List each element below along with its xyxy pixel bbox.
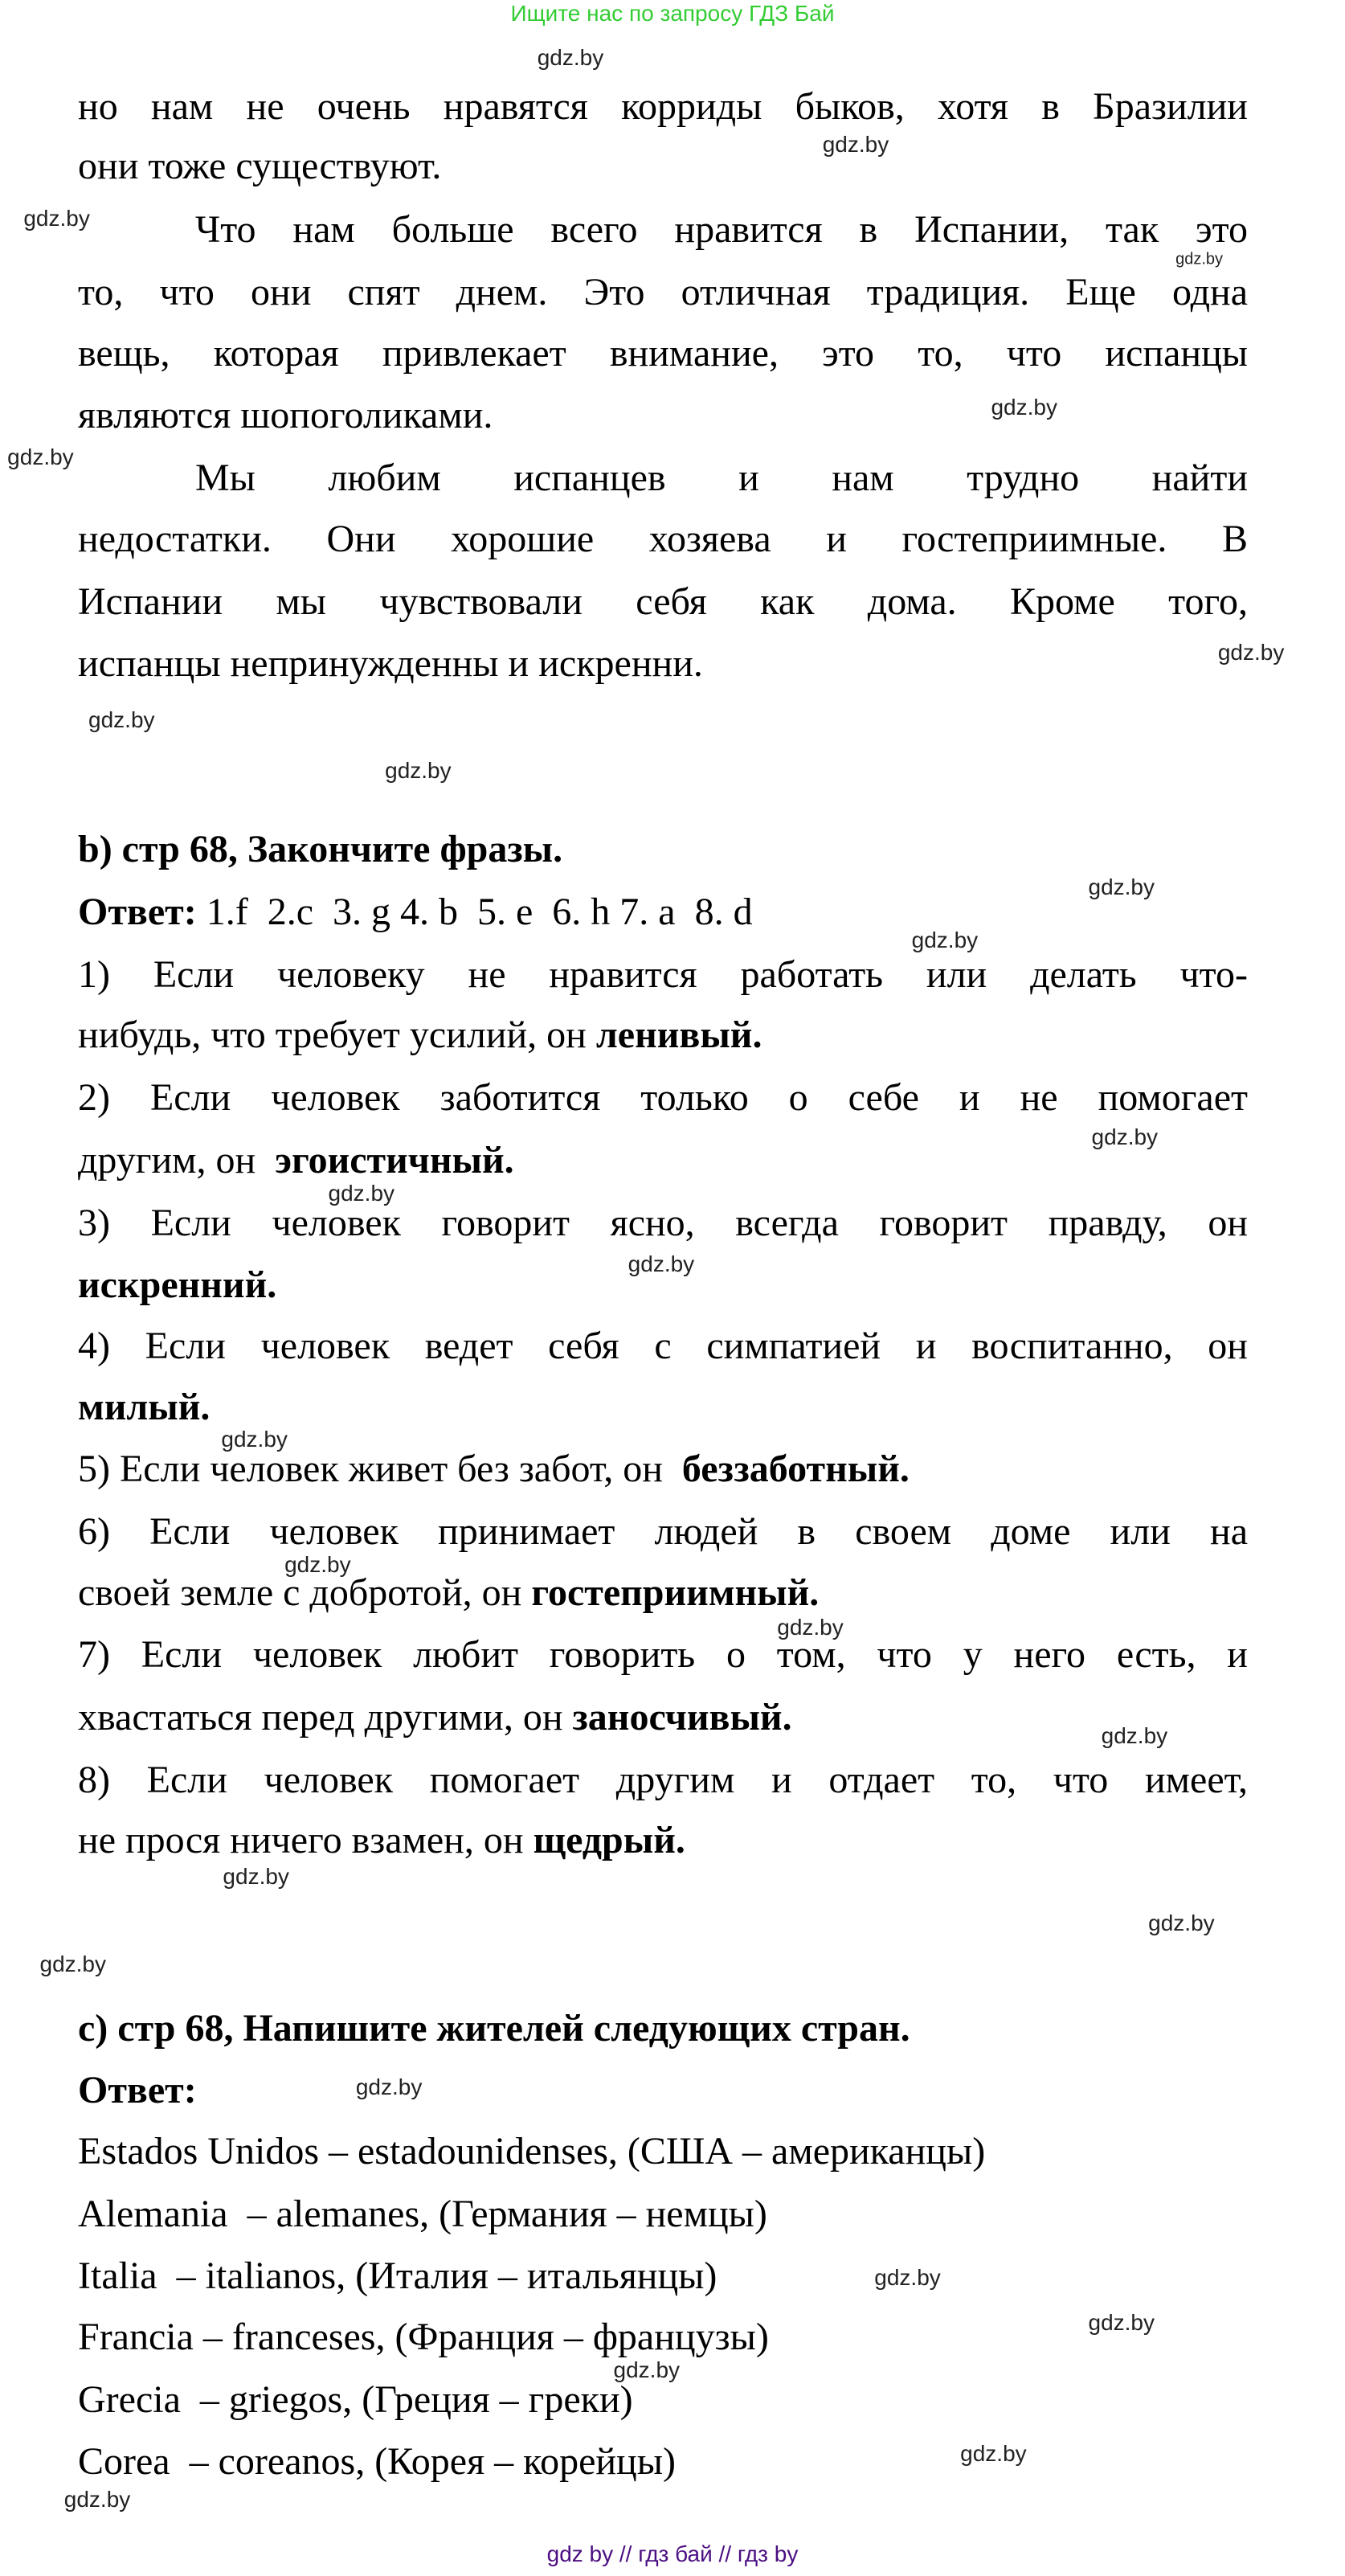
promo-header: Ищите нас по запросу ГДЗ Бай <box>510 1 835 26</box>
text-segment: 1.f 2.c 3. g 4. b 5. e 6. h 7. a 8. d <box>196 891 753 934</box>
bold-text: гостеприимный. <box>531 1571 820 1614</box>
text-line <box>78 2252 1248 2300</box>
text-segment: Испании мы чувствовали себя как дома. Кроме того, <box>78 579 1248 623</box>
bold-text: щедрый. <box>533 1819 685 1862</box>
watermark-text: gdz.by <box>355 2074 423 2100</box>
text-line <box>78 2066 1248 2115</box>
text-segment: Alemania – alemanes, (Германия – немцы) <box>78 2192 767 2235</box>
watermark-text: gdz.by <box>777 1614 844 1640</box>
text-line <box>78 825 1248 874</box>
bold-text: ленивый. <box>595 1014 762 1057</box>
text-line <box>78 888 1248 936</box>
bold-text: Ответ: <box>78 2069 197 2112</box>
watermark-text: gdz.by <box>822 131 889 157</box>
watermark-text: gdz.by <box>628 1251 695 1276</box>
text-line <box>78 2005 1248 2053</box>
watermark-text: gdz.by <box>911 927 979 952</box>
text-line <box>78 515 1248 563</box>
watermark-text: gdz.by <box>88 706 155 732</box>
watermark-text: gdz.by <box>284 1551 351 1577</box>
text-segment: 4) Если человек ведет себя с симпатией и воспитанно, он <box>78 1324 1248 1367</box>
text-segment: они тоже существуют. <box>78 144 442 187</box>
watermark-text: gdz.by <box>328 1180 395 1206</box>
text-line <box>78 391 1248 440</box>
text-line <box>78 142 1248 190</box>
text-segment: 3) Если человек говорит ясно, всегда говорит правду, он <box>78 1201 1248 1244</box>
watermark-text: gdz.by <box>1088 2309 1155 2335</box>
bold-text: искренний. <box>78 1263 277 1307</box>
text-segment: 1) Если человеку не нравится работать или делать что- <box>78 952 1248 996</box>
watermark-text: gdz.by <box>385 758 452 784</box>
text-line <box>78 1816 1248 1865</box>
bold-text: милый. <box>78 1385 211 1428</box>
text-segment: нибудь, что требует усилий, он <box>78 1014 596 1057</box>
watermark-text: gdz.by <box>223 1864 289 1890</box>
text-segment: 2) Если человек заботится только о себе и не помогает <box>78 1076 1248 1120</box>
text-segment: недостатки. Они хорошие хозяева и гостеприимные. В <box>78 517 1248 560</box>
text-segment: 8) Если человек помогает другим и отдает то, что имеет, <box>78 1758 1248 1801</box>
text-segment: вещь, которая привлекает внимание, это то, что испанцы <box>78 331 1248 375</box>
watermark-text: gdz.by <box>1175 250 1224 268</box>
text-line <box>78 1569 1248 1617</box>
text-line <box>78 2313 1248 2361</box>
text-line <box>78 1693 1248 1742</box>
watermark-text: gdz.by <box>613 2357 681 2382</box>
text-segment: Francia – franceses, (Франция – французы) <box>78 2316 769 2359</box>
bold-text: Ответ: <box>78 891 197 934</box>
footer-links: gdz by // гдз бай // гдз by <box>546 2541 799 2566</box>
text-line <box>78 2438 1248 2486</box>
bold-text: эгоистичный. <box>275 1138 514 1182</box>
text-line <box>78 1756 1248 1804</box>
watermark-text: gdz.by <box>23 205 90 231</box>
text-segment: Мы любим испанцев и нам трудно найти <box>195 457 1248 500</box>
bold-text: c) стр 68, Напишите жителей следующих стран. <box>78 2006 910 2050</box>
text-line <box>195 454 1248 502</box>
text-line <box>78 2190 1248 2238</box>
text-segment: испанцы непринужденны и искренни. <box>78 642 703 686</box>
watermark-text: gdz.by <box>537 44 604 70</box>
watermark-text: gdz.by <box>1101 1722 1168 1748</box>
text-line <box>78 578 1248 626</box>
text-line <box>78 1011 1248 1059</box>
text-segment: являются шопоголиками. <box>78 394 493 437</box>
watermark-text: gdz.by <box>960 2441 1027 2467</box>
text-segment: Что нам больше всего нравится в Испании, так это <box>195 208 1248 252</box>
text-line <box>78 951 1248 999</box>
watermark-text: gdz.by <box>7 444 74 469</box>
text-segment: Italia – italianos, (Италия – итальянцы) <box>78 2255 717 2298</box>
text-segment: хвастаться перед другими, он <box>78 1696 573 1739</box>
text-line <box>78 83 1248 131</box>
watermark-text: gdz.by <box>1217 639 1285 665</box>
watermark-text: gdz.by <box>39 1951 106 1976</box>
text-line <box>78 268 1248 317</box>
text-line <box>78 1136 1248 1185</box>
watermark-text: gdz.by <box>1091 1124 1159 1150</box>
text-segment: другим, он <box>78 1138 276 1182</box>
text-segment: Corea – coreanos, (Корея – корейцы) <box>78 2440 676 2484</box>
bold-text: заносчивый. <box>572 1696 792 1739</box>
text-segment: 6) Если человек принимает людей в своем доме или на <box>78 1509 1248 1553</box>
text-segment: 5) Если человек живет без забот, он <box>78 1448 682 1491</box>
text-line <box>195 206 1248 254</box>
text-segment: своей земле с добротой, он <box>78 1571 532 1614</box>
watermark-text: gdz.by <box>63 2487 131 2513</box>
bold-text: b) стр 68, Закончите фразы. <box>78 828 563 871</box>
text-segment: Estados Unidos – estadounidenses, (США – американцы) <box>78 2129 986 2173</box>
text-segment: то, что они спят днем. Это отличная традиция. Еще одна <box>78 271 1248 314</box>
text-line <box>78 1322 1248 1370</box>
watermark-text: gdz.by <box>1148 1910 1215 1935</box>
watermark-text: gdz.by <box>991 395 1057 420</box>
text-segment: не прося ничего взамен, он <box>78 1819 534 1862</box>
bold-text: беззаботный. <box>681 1448 910 1491</box>
watermark-text: gdz.by <box>1088 874 1155 900</box>
text-segment: Grecia – griegos, (Греция – греки) <box>78 2377 633 2421</box>
text-segment: но нам не очень нравятся корриды быков, хотя в Бразилии <box>78 84 1248 128</box>
text-line <box>78 1199 1248 1247</box>
text-line <box>78 640 1248 688</box>
text-line <box>78 1508 1248 1556</box>
text-line <box>78 1383 1248 1431</box>
text-segment: 7) Если человек любит говорить о том, что у него есть, и <box>78 1633 1248 1677</box>
text-line <box>78 330 1248 378</box>
text-line <box>78 1074 1248 1122</box>
text-line <box>78 1631 1248 1679</box>
watermark-text: gdz.by <box>221 1427 288 1452</box>
watermark-text: gdz.by <box>874 2265 941 2291</box>
text-line <box>78 2128 1248 2176</box>
